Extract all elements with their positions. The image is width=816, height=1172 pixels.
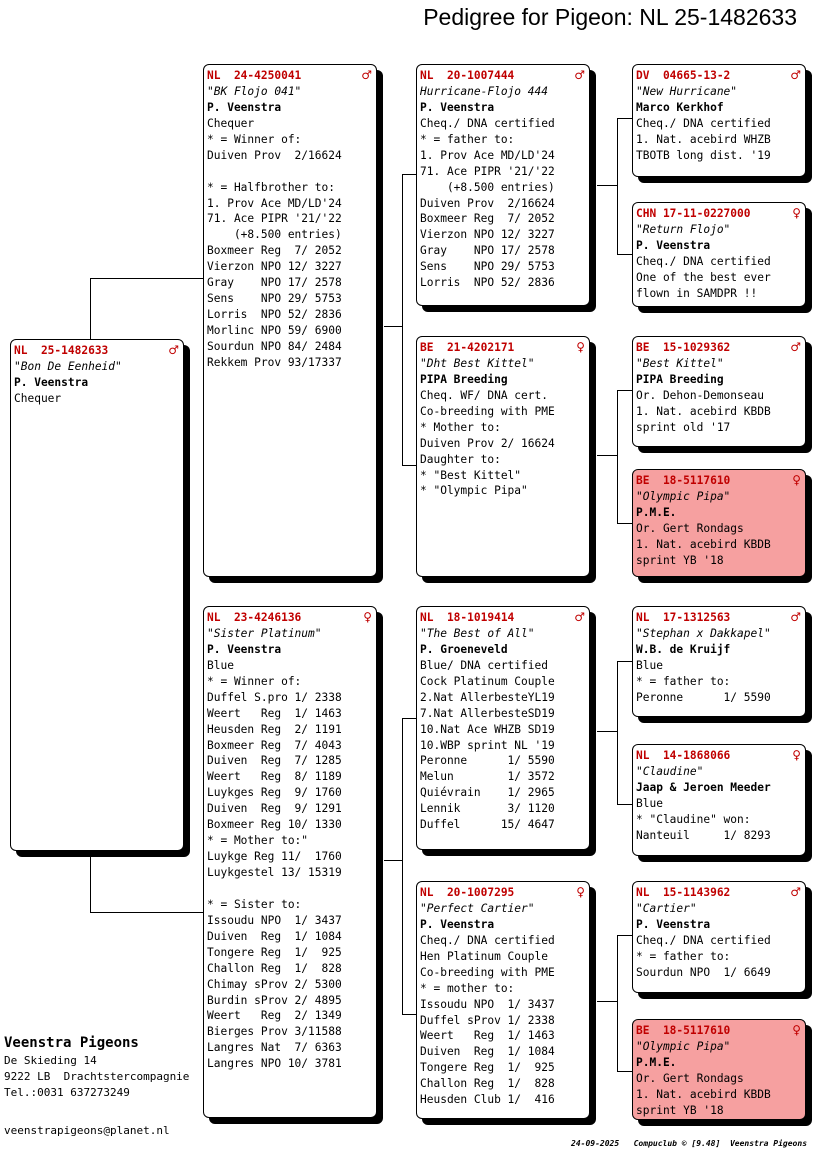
note-line: Duffel sProv 1/ 2338 [420, 1013, 555, 1027]
note-line: sprint YB '18 [636, 1103, 724, 1117]
ring-number: NL 25-1482633 [14, 344, 109, 357]
note-line: Duiven Prov 2/16624 [207, 148, 342, 162]
note-line: 7.Nat AllerbesteSD19 [420, 706, 555, 720]
sex-icon: ♂ [574, 610, 585, 624]
note-line: Boxmeer Reg 7/ 2052 [420, 212, 555, 226]
note-line: Nanteuil 1/ 8293 [636, 828, 771, 842]
footer-text: 24-09-2025 Compuclub © [9.48] Veenstra Pigeons [571, 1139, 808, 1148]
sex-icon: ♀ [576, 340, 585, 354]
note-line: Issoudu NPO 1/ 3437 [207, 913, 342, 927]
owner-name: P. Veenstra [207, 642, 282, 656]
note-line: Weert Reg 2/ 1349 [207, 1009, 342, 1023]
ring-number: NL 15-1143962 [636, 886, 731, 899]
card-header [636, 1023, 802, 1039]
owner-name: PIPA Breeding [636, 372, 724, 386]
connector-to-dsd [617, 804, 632, 805]
pigeon-name: "Return Flojo" [636, 222, 731, 236]
note-line: * = Sister to: [207, 897, 302, 911]
owner-name: P. Veenstra [420, 100, 495, 114]
note-line: 1. Nat. acebird KBDB [636, 404, 771, 418]
card-dam[interactable] [203, 606, 377, 1118]
connector-dam-mid [384, 860, 402, 861]
note-line: * "Claudine" won: [636, 812, 751, 826]
note-line: Chimay sProv 2/ 5300 [207, 977, 342, 991]
note-line: Sourdun NPO 1/ 6649 [636, 965, 771, 979]
note-line: Hen Platinum Couple [420, 949, 548, 963]
note-line: Rekkem Prov 93/17337 [207, 355, 342, 369]
note-line: * "Olympic Pipa" [420, 484, 528, 498]
note-line: Langres Nat 7/ 6363 [207, 1041, 342, 1055]
owner-name: P. Veenstra [636, 917, 711, 931]
note-line: Cheq./ DNA certified [420, 933, 555, 947]
note-line: Cheq. WF/ DNA cert. [420, 388, 548, 402]
note-line: 71. Ace PIPR '21/'22 [207, 212, 342, 226]
breeder-phone: Tel.:0031 637273249 [4, 1086, 130, 1099]
note-line: Cheq./ DNA certified [636, 116, 771, 130]
card-header [420, 885, 586, 901]
card-sire-dam[interactable] [416, 336, 590, 577]
note-line: (+8.500 entries) [207, 228, 342, 242]
pigeon-name: "New Hurricane" [636, 84, 738, 98]
card-sire-sire-sire[interactable] [632, 64, 806, 177]
note-line: Or. Gert Rondags [636, 1071, 744, 1085]
note-line: Blue [636, 658, 663, 672]
note-line: Duiven Reg 1/ 1084 [420, 1045, 555, 1059]
connector-dd-parents [617, 935, 618, 1071]
note-line: Duiven Prov 2/ 16624 [420, 436, 555, 450]
sex-icon: ♂ [790, 885, 801, 899]
ring-number: NL 20-1007444 [420, 69, 515, 82]
note-line: Vierzon NPO 12/ 3227 [207, 260, 342, 274]
owner-name: P.M.E. [636, 505, 677, 519]
ring-number: BE 18-5117610 [636, 1024, 731, 1037]
note-line: 71. Ace PIPR '21/'22 [420, 164, 555, 178]
owner-name: W.B. de Kruijf [636, 642, 731, 656]
note-line: Weert Reg 1/ 1463 [420, 1029, 555, 1043]
ring-number: NL 24-4250041 [207, 69, 302, 82]
ring-number: NL 14-1868066 [636, 749, 731, 762]
card-sire[interactable] [203, 64, 377, 577]
pigeon-name: "The Best of All" [420, 626, 535, 640]
breeder-name: Veenstra Pigeons [4, 1035, 139, 1051]
note-line: Heusden Club 1/ 416 [420, 1093, 555, 1107]
connector-to-dds [617, 935, 632, 936]
sex-icon: ♂ [790, 610, 801, 624]
connector-sire-mid [384, 326, 402, 327]
pigeon-name: "Sister Platinum" [207, 626, 322, 640]
connector-to-sire [90, 278, 204, 279]
note-line: Tongere Reg 1/ 925 [420, 1061, 555, 1075]
note-line: Challon Reg 1/ 828 [207, 961, 342, 975]
connector-to-sdd [617, 523, 632, 524]
ring-number: NL 18-1019414 [420, 611, 515, 624]
connector-ds-parents [617, 661, 618, 804]
pigeon-name: "Olympic Pipa" [636, 1039, 731, 1053]
note-line: One of the best ever [636, 270, 771, 284]
connector-ss-parents [617, 118, 618, 254]
card-header [420, 68, 586, 84]
note-line: Peronne 1/ 5590 [420, 754, 555, 768]
connector-to-sss [617, 118, 632, 119]
note-line: 10.Nat Ace WHZB SD19 [420, 722, 555, 736]
card-dam-sire-dam[interactable] [632, 744, 806, 856]
ring-number: NL 20-1007295 [420, 886, 515, 899]
note-line: * = father to: [636, 674, 731, 688]
note-line: Sens NPO 29/ 5753 [420, 260, 555, 274]
pigeon-name: "BK Flojo 041" [207, 84, 302, 98]
note-line: 10.WBP sprint NL '19 [420, 738, 555, 752]
note-line: Boxmeer Reg 7/ 4043 [207, 738, 342, 752]
sex-icon: ♂ [168, 343, 179, 357]
note-line: Cheq./ DNA certified [420, 116, 555, 130]
note-line: Duiven Reg 7/ 1285 [207, 754, 342, 768]
note-line: Langres NPO 10/ 3781 [207, 1057, 342, 1071]
note-line: * = Halfbrother to: [207, 180, 335, 194]
connector-to-ss [402, 174, 416, 175]
owner-name: P.M.E. [636, 1055, 677, 1069]
note-line: Chequer [207, 116, 255, 130]
note-line: Gray NPO 17/ 2578 [207, 276, 342, 290]
note-line: Duiven Prov 2/16624 [420, 196, 555, 210]
pigeon-name: "Claudine" [636, 764, 704, 778]
note-line: Tongere Reg 1/ 925 [207, 945, 342, 959]
sex-icon: ♂ [790, 68, 801, 82]
card-header [420, 340, 586, 356]
ring-number: NL 17-1312563 [636, 611, 731, 624]
connector-to-ds [402, 718, 416, 719]
card-header [636, 68, 802, 84]
note-line: Vierzon NPO 12/ 3227 [420, 228, 555, 242]
note-line: (+8.500 entries) [420, 180, 555, 194]
note-line: Duffel 15/ 4647 [420, 818, 555, 832]
card-header [636, 473, 802, 489]
note-line: flown in SAMDPR !! [636, 286, 758, 300]
ring-number: BE 15-1029362 [636, 341, 731, 354]
sex-icon: ♂ [574, 68, 585, 82]
card-subject[interactable] [10, 339, 184, 851]
pigeon-name: Hurricane-Flojo 444 [420, 84, 548, 98]
card-dam-dam[interactable] [416, 881, 590, 1119]
owner-name: P. Groeneveld [420, 642, 508, 656]
note-line: * "Best Kittel" [420, 468, 522, 482]
card-header [420, 610, 586, 626]
note-line: Daughter to: [420, 452, 501, 466]
note-line: Morlinc NPO 59/ 6900 [207, 324, 342, 337]
card-header [14, 343, 180, 359]
sex-icon: ♀ [792, 206, 801, 220]
note-line: Or. Dehon-Demonseau [636, 388, 764, 402]
note-line: 1. Nat. acebird WHZB [636, 132, 771, 146]
card-sire-dam-dam[interactable] [632, 469, 806, 577]
note-line: * = mother to: [420, 981, 515, 995]
connector-dd-mid [597, 1001, 617, 1002]
sex-icon: ♂ [790, 340, 801, 354]
note-line: Sens NPO 29/ 5753 [207, 292, 342, 306]
connector-to-ssd [617, 254, 632, 255]
note-line: Duiven Reg 1/ 1084 [207, 929, 342, 943]
note-line: * = Winner of: [207, 674, 302, 688]
breeder-info [4, 1033, 189, 1101]
note-line: 1. Nat. acebird KBDB [636, 537, 771, 551]
note-line: * = Winner of: [207, 132, 302, 146]
note-line: Cock Platinum Couple [420, 674, 555, 688]
note-line: Sourdun NPO 84/ 2484 [207, 339, 342, 353]
card-sire-sire-dam[interactable] [632, 202, 806, 307]
note-line: Weert Reg 1/ 1463 [207, 706, 342, 720]
connector-ss-mid [597, 185, 617, 186]
note-line [207, 164, 373, 180]
breeder-address-2: 9222 LB Drachtstercompagnie [4, 1070, 190, 1083]
card-header [636, 885, 802, 901]
connector-sd-mid [597, 455, 617, 456]
note-line: Luykges Reg 9/ 1760 [207, 786, 342, 800]
connector-to-ddd [617, 1071, 632, 1072]
note-line: Heusden Reg 2/ 1191 [207, 722, 342, 736]
connector-to-dd [402, 1014, 416, 1015]
note-line: * = father to: [420, 132, 515, 146]
connector-ds-mid [597, 731, 617, 732]
sex-icon: ♀ [792, 1023, 801, 1037]
card-sire-dam-sire[interactable] [632, 336, 806, 447]
card-dam-dam-sire[interactable] [632, 881, 806, 993]
owner-name: P. Veenstra [14, 375, 89, 389]
sex-icon: ♀ [792, 748, 801, 762]
ring-number: NL 23-4246136 [207, 611, 302, 624]
note-line: Lorris NPO 52/ 2836 [207, 308, 342, 322]
ring-number: BE 18-5117610 [636, 474, 731, 487]
note-line: Co-breeding with PME [420, 404, 555, 418]
note-line: Blue/ DNA certified [420, 658, 548, 672]
connector-to-sd [402, 465, 416, 466]
pigeon-name: "Stephan x Dakkapel" [636, 626, 771, 640]
page-title: Pedigree for Pigeon: NL 25-1482633 [423, 4, 797, 30]
connector-sd-parents [617, 390, 618, 523]
note-line: Cheq./ DNA certified [636, 933, 771, 947]
note-line: Blue [636, 796, 663, 810]
sex-icon: ♂ [361, 68, 372, 82]
breeder-address-1: De Skieding 14 [4, 1054, 97, 1067]
note-line [207, 881, 373, 897]
note-line: Co-breeding with PME [420, 965, 555, 979]
connector-to-sds [617, 390, 632, 391]
card-dam-sire-sire[interactable] [632, 606, 806, 717]
ring-number: DV 04665-13-2 [636, 69, 731, 82]
note-line: Boxmeer Reg 7/ 2052 [207, 244, 342, 258]
note-line: Burdin sProv 2/ 4895 [207, 993, 342, 1007]
owner-name: P. Veenstra [207, 100, 282, 114]
ring-number: BE 21-4202171 [420, 341, 515, 354]
connector-to-dam [90, 912, 204, 913]
note-line: sprint YB '18 [636, 553, 724, 567]
note-line: Luykge Reg 11/ 1760 [207, 850, 342, 864]
owner-name: P. Veenstra [420, 917, 495, 931]
note-line: Blue [207, 658, 234, 672]
card-header [636, 610, 802, 626]
connector-to-dss [617, 661, 632, 662]
pigeon-name: "Bon De Eenheid" [14, 359, 122, 373]
note-line: Bierges Prov 3/11588 [207, 1025, 342, 1039]
owner-name: Jaap & Jeroen Meeder [636, 780, 771, 794]
card-header [636, 340, 802, 356]
note-line: * = father to: [636, 949, 731, 963]
note-line: 2.Nat AllerbesteYL19 [420, 690, 555, 704]
note-line: Boxmeer Reg 10/ 1330 [207, 818, 342, 832]
note-line: Issoudu NPO 1/ 3437 [420, 997, 555, 1011]
connector-dam-parents [402, 718, 403, 1014]
note-line: TBOTB long dist. '19 [636, 148, 771, 162]
note-line: Quiévrain 1/ 2965 [420, 786, 555, 800]
card-sire-sire[interactable] [416, 64, 590, 306]
sex-icon: ♀ [363, 610, 372, 624]
owner-name: P. Veenstra [636, 238, 711, 252]
note-line: Gray NPO 17/ 2578 [420, 244, 555, 258]
card-header [636, 206, 802, 222]
note-line: Peronne 1/ 5590 [636, 690, 771, 704]
note-line: 1. Prov Ace MD/LD'24 [207, 196, 342, 210]
sex-icon: ♀ [576, 885, 585, 899]
pigeon-name: "Best Kittel" [636, 356, 724, 370]
note-line: Luykgestel 13/ 15319 [207, 866, 342, 879]
card-dam-sire[interactable] [416, 606, 590, 850]
owner-name: PIPA Breeding [420, 372, 508, 386]
pigeon-name: "Olympic Pipa" [636, 489, 731, 503]
note-line: Weert Reg 8/ 1189 [207, 770, 342, 784]
card-header [207, 610, 373, 626]
pigeon-name: "Cartier" [636, 901, 697, 915]
note-line: Cheq./ DNA certified [636, 254, 771, 268]
breeder-email[interactable]: veenstrapigeons@planet.nl [4, 1124, 170, 1137]
note-line: * = Mother to:" [207, 834, 309, 848]
note-line: Lennik 3/ 1120 [420, 802, 555, 816]
note-line: Duffel S.pro 1/ 2338 [207, 690, 342, 704]
note-line: 1. Prov Ace MD/LD'24 [420, 148, 555, 162]
connector-sire-parents [402, 174, 403, 465]
note-line: Melun 1/ 3572 [420, 770, 555, 784]
pigeon-name: "Dht Best Kittel" [420, 356, 535, 370]
note-line: Chequer [14, 391, 62, 405]
note-line: Challon Reg 1/ 828 [420, 1077, 555, 1091]
pigeon-name: "Perfect Cartier" [420, 901, 535, 915]
note-line: sprint old '17 [636, 420, 731, 434]
card-dam-dam-dam[interactable] [632, 1019, 806, 1120]
note-line: Lorris NPO 52/ 2836 [420, 276, 555, 290]
card-header [636, 748, 802, 764]
note-line: 1. Nat. acebird KBDB [636, 1087, 771, 1101]
note-line: Duiven Reg 9/ 1291 [207, 802, 342, 816]
sex-icon: ♀ [792, 473, 801, 487]
ring-number: CHN 17-11-0227000 [636, 207, 751, 220]
owner-name: Marco Kerkhof [636, 100, 724, 114]
card-header [207, 68, 373, 84]
note-line: * Mother to: [420, 420, 501, 434]
note-line: Or. Gert Rondags [636, 521, 744, 535]
